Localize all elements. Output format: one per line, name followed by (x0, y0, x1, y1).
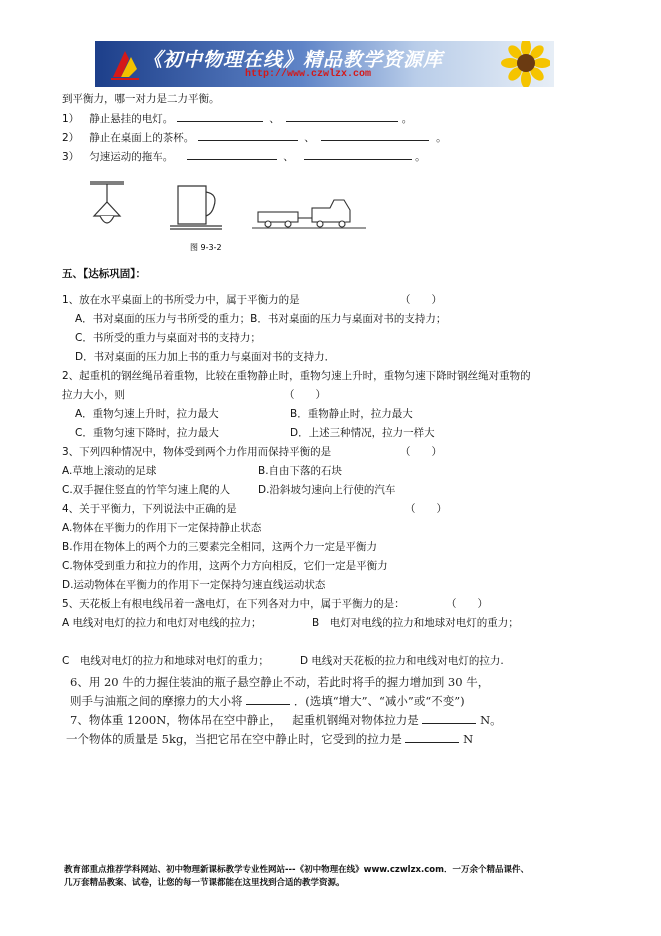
question-2-option-c: C．重物匀速下降时，拉力最大 (75, 427, 219, 439)
answer-blank[interactable] (304, 149, 412, 160)
question-1-paren: （ ） (400, 294, 442, 306)
figure-9-3-2 (82, 178, 372, 258)
intro-text: 到平衡力，哪一对力是二力平衡。 (62, 93, 220, 105)
item-number: 1） (62, 113, 80, 125)
question-2-option-d: D．上述三种情况，拉力一样大 (290, 427, 435, 439)
question-3-option-d: D.沿斜坡匀速向上行使的汽车 (258, 484, 396, 496)
question-4-option: B.作用在物体上的两个力的三要素完全相同，这两个力一定是平衡力 (62, 541, 378, 553)
question-2-paren: （ ） (284, 389, 326, 401)
item-2: 2） 静止在桌面上的茶杯。 、 。 (62, 132, 447, 144)
question-5-paren: （ ） (446, 598, 488, 610)
footer-line-2: 几万套精品教案、试卷，让您的每一节课都能在这里找到合适的教学资源。 (64, 878, 345, 888)
question-7-line-2: 一个物体的质量是 5kg，当把它吊在空中静止时，它受到的拉力是 N (66, 732, 474, 746)
truck-trailer-icon (252, 200, 366, 228)
question-3-stem: 3、下列四种情况中，物体受到两个力作用而保持平衡的是 (62, 446, 332, 458)
figure-caption: 图 9-3-2 (190, 243, 222, 252)
question-4-option: A.物体在平衡力的作用下一定保持静止状态 (62, 522, 262, 534)
sunflower-icon (490, 41, 550, 87)
question-4-option: C.物体受到重力和拉力的作用，这两个力方向相反，它们一定是平衡力 (62, 560, 388, 572)
question-5-option-a: A 电线对电灯的拉力和电灯对电线的拉力； (62, 617, 262, 629)
answer-blank[interactable] (177, 111, 263, 122)
answer-blank[interactable] (405, 732, 459, 743)
question-4-paren: （ ） (405, 503, 447, 515)
item-number: 2） (62, 132, 80, 144)
item-text: 匀速运动的拖车。 (89, 151, 174, 163)
banner-title: 《初中物理在线》精品教学资源库 (143, 49, 444, 71)
question-6-line-1: 6、用 20 牛的力握住装油的瓶子悬空静止不动，若此时将手的握力增加到 30 牛， (70, 675, 490, 689)
question-2-stem-cont: 拉力大小，则 (62, 389, 125, 401)
question-3-paren: （ ） (400, 446, 442, 458)
answer-blank[interactable] (187, 149, 277, 160)
question-2-option-a: A．重物匀速上升时，拉力最大 (75, 408, 219, 420)
item-number: 3） (62, 151, 80, 163)
item-3: 3） 匀速运动的拖车。 、 。 (62, 151, 426, 163)
question-1-option: C．书所受的重力与桌面对书的支持力； (75, 332, 261, 344)
question-1-stem: 1、放在水平桌面上的书所受力中，属于平衡力的是 (62, 294, 300, 306)
item-text: 静止悬挂的电灯。 (89, 113, 174, 125)
section-title: 五、【达标巩固】： (62, 268, 146, 280)
answer-blank[interactable] (321, 130, 429, 141)
answer-blank[interactable] (198, 130, 298, 141)
question-5-stem: 5、天花板上有根电线吊着一盏电灯，在下列各对力中，属于平衡力的是： (62, 598, 405, 610)
question-5-option-d: D 电线对天花板的拉力和电线对电灯的拉力. (300, 655, 504, 667)
question-6-line-2: 则手与油瓶之间的摩擦力的大小将 ．(选填“增大”、“减小”或“不变”) (70, 694, 465, 708)
hanging-lamp-icon (90, 182, 124, 223)
question-5-option-b: B 电灯对电线的拉力和地球对电灯的重力； (312, 617, 519, 629)
footer-line-1: 教育部重点推荐学科网站、初中物理新课标教学专业性网站---《初中物理在线》www.czwlzx.com．一万余个精品课件、 (64, 865, 529, 875)
question-3-option-a: A.草地上滚动的足球 (62, 465, 157, 477)
answer-blank[interactable] (286, 111, 398, 122)
logo-icon (109, 47, 141, 81)
question-4-option: D.运动物体在平衡力的作用下一定保持匀速直线运动状态 (62, 579, 326, 591)
question-3-option-b: B.自由下落的石块 (258, 465, 343, 477)
question-2-stem: 2、起重机的钢丝绳吊着重物，比较在重物静止时，重物匀速上升时，重物匀速下降时钢丝绳对重物的 (62, 370, 531, 382)
banner-url: http://www.czwlzx.com (245, 69, 372, 80)
question-3-option-c: C.双手握住竖直的竹竿匀速上爬的人 (62, 484, 231, 496)
item-1: 1） 静止悬挂的电灯。 、 。 (62, 113, 413, 125)
question-2-option-b: B．重物静止时，拉力最大 (290, 408, 413, 420)
header-banner (95, 41, 554, 87)
question-1-option: A．书对桌面的压力与书所受的重力；B．书对桌面的压力与桌面对书的支持力； (75, 313, 447, 325)
question-4-stem: 4、关于平衡力，下列说法中正确的是 (62, 503, 237, 515)
answer-blank[interactable] (246, 694, 290, 705)
question-5-option-c: C 电线对电灯的拉力和地球对电灯的重力； (62, 655, 269, 667)
question-1-option: D．书对桌面的压力加上书的重力与桌面对书的支持力． (75, 351, 336, 363)
question-7-line-1: 7、物体重 1200N，物体吊在空中静止， 起重机钢绳对物体拉力是 N。 (70, 713, 502, 727)
item-text: 静止在桌面上的茶杯。 (89, 132, 195, 144)
teacup-icon (170, 186, 222, 229)
answer-blank[interactable] (422, 713, 476, 724)
